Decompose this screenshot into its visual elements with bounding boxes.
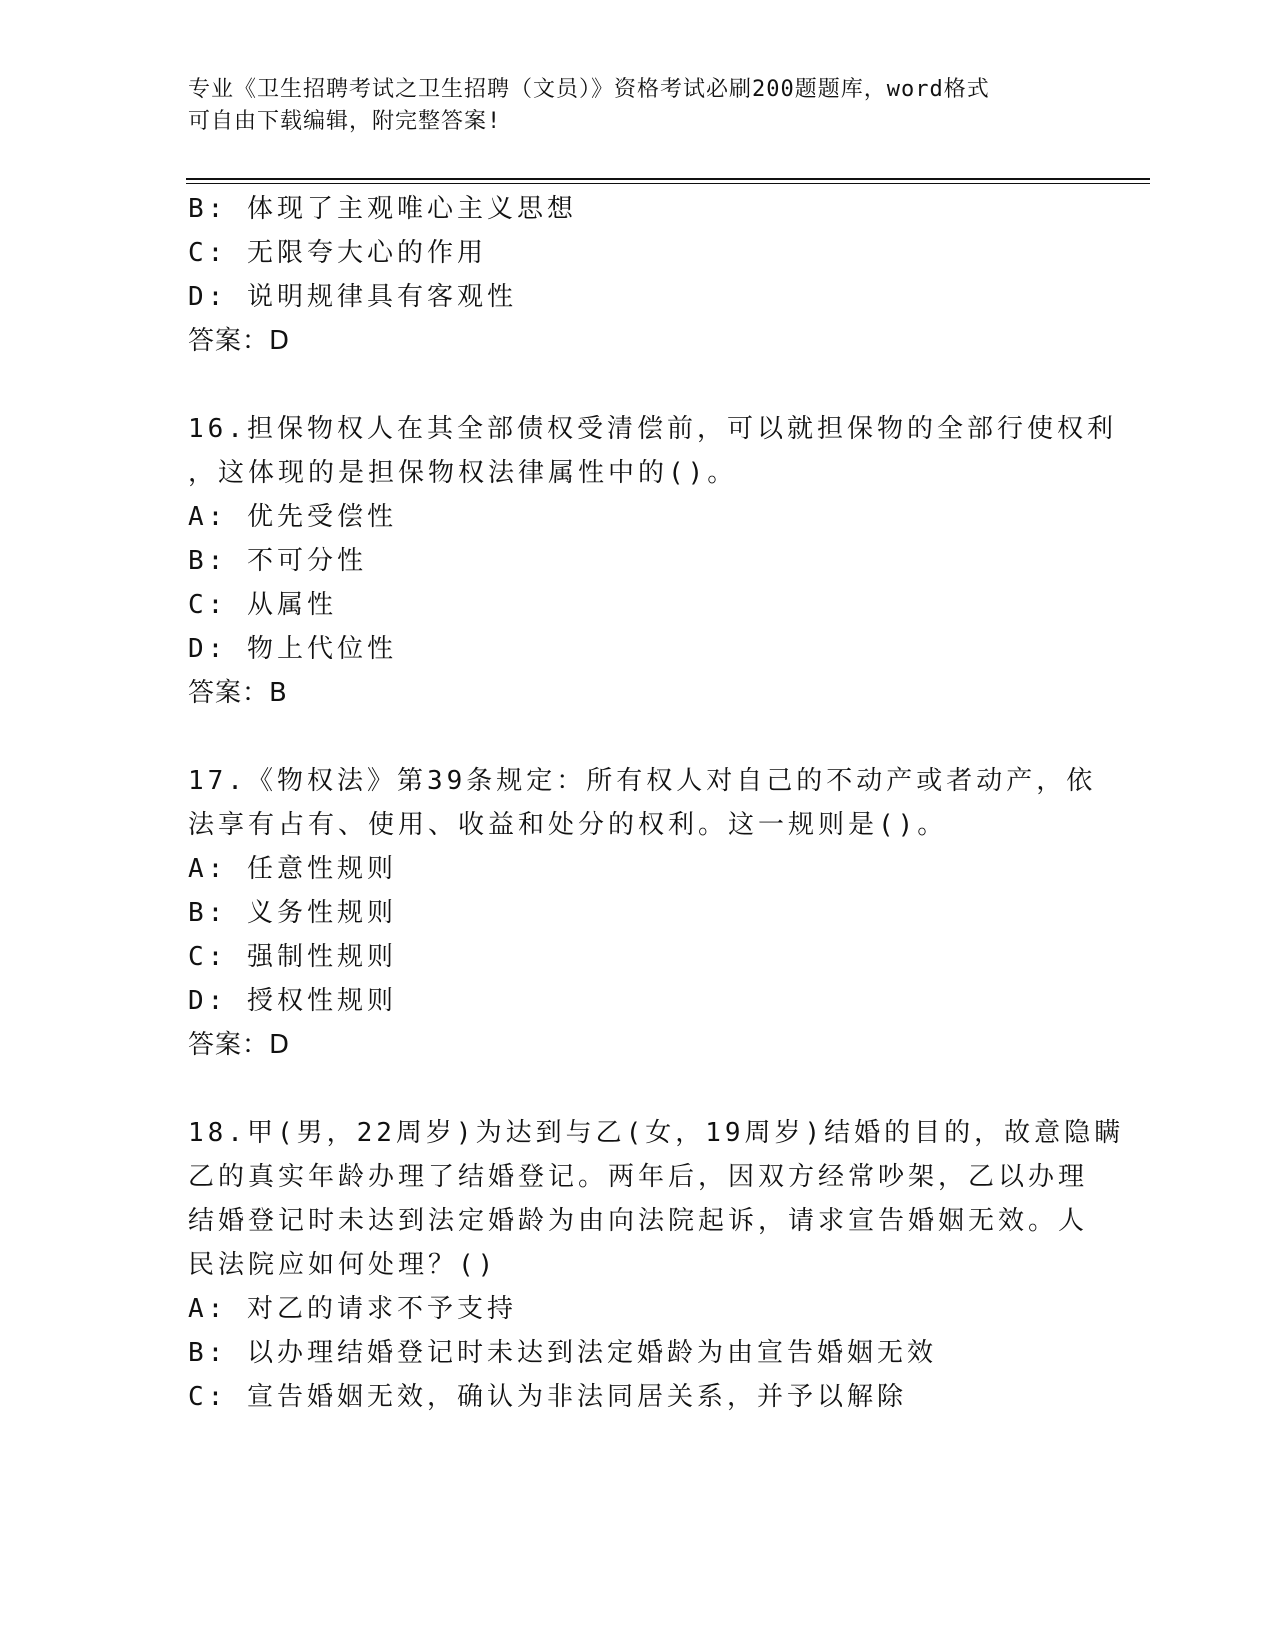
q17-option-d: D: 授权性规则 [188,986,397,1016]
q18-option-c: C: 宣告婚姻无效，确认为非法同居关系，并予以解除 [188,1382,907,1412]
q15-option-b: B: 体现了主观唯心主义思想 [188,194,577,224]
q16-stem-line-1: 16.担保物权人在其全部债权受清偿前，可以就担保物的全部行使权利 [188,414,1117,444]
q15-answer: 答案：D [188,326,291,356]
q17-option-c: C: 强制性规则 [188,942,397,972]
q18-stem-line-2: 乙的真实年龄办理了结婚登记。两年后，因双方经常吵架，乙以办理 [188,1162,1089,1192]
q18-stem-line-4: 民法院应如何处理？() [188,1250,498,1280]
q16-stem-line-2: ，这体现的是担保物权法律属性中的()。 [188,458,738,488]
q17-stem-line-2: 法享有占有、使用、收益和处分的权利。这一规则是()。 [188,810,948,840]
header-rule [186,178,1150,184]
q18-stem-line-3: 结婚登记时未达到法定婚龄为由向法院起诉，请求宣告婚姻无效。人 [188,1206,1089,1236]
document-header [188,74,1088,138]
q16-option-b: B: 不可分性 [188,546,367,576]
q16-option-c: C: 从属性 [188,590,337,620]
q17-stem-line-1: 17.《物权法》第39条规定：所有权人对自己的不动产或者动产，依 [188,766,1097,796]
q17-answer: 答案：D [188,1030,291,1060]
q16-option-a: A: 优先受偿性 [188,502,397,532]
q17-option-a: A: 任意性规则 [188,854,397,884]
q17-option-b: B: 义务性规则 [188,898,397,928]
q15-option-d: D: 说明规律具有客观性 [188,282,517,312]
q18-option-a: A: 对乙的请求不予支持 [188,1294,517,1324]
header-line-1: 专业《卫生招聘考试之卫生招聘（文员）》资格考试必刷200题题库，word格式 [188,77,990,102]
q16-answer: 答案：B [188,678,288,708]
q18-stem-line-1: 18.甲(男，22周岁)为达到与乙(女，19周岁)结婚的目的，故意隐瞒 [188,1118,1125,1148]
q18-option-b: B: 以办理结婚登记时未达到法定婚龄为由宣告婚姻无效 [188,1338,937,1368]
q16-option-d: D: 物上代位性 [188,634,397,664]
header-line-2: 可自由下载编辑，附完整答案! [188,109,502,134]
q15-option-c: C: 无限夸大心的作用 [188,238,487,268]
